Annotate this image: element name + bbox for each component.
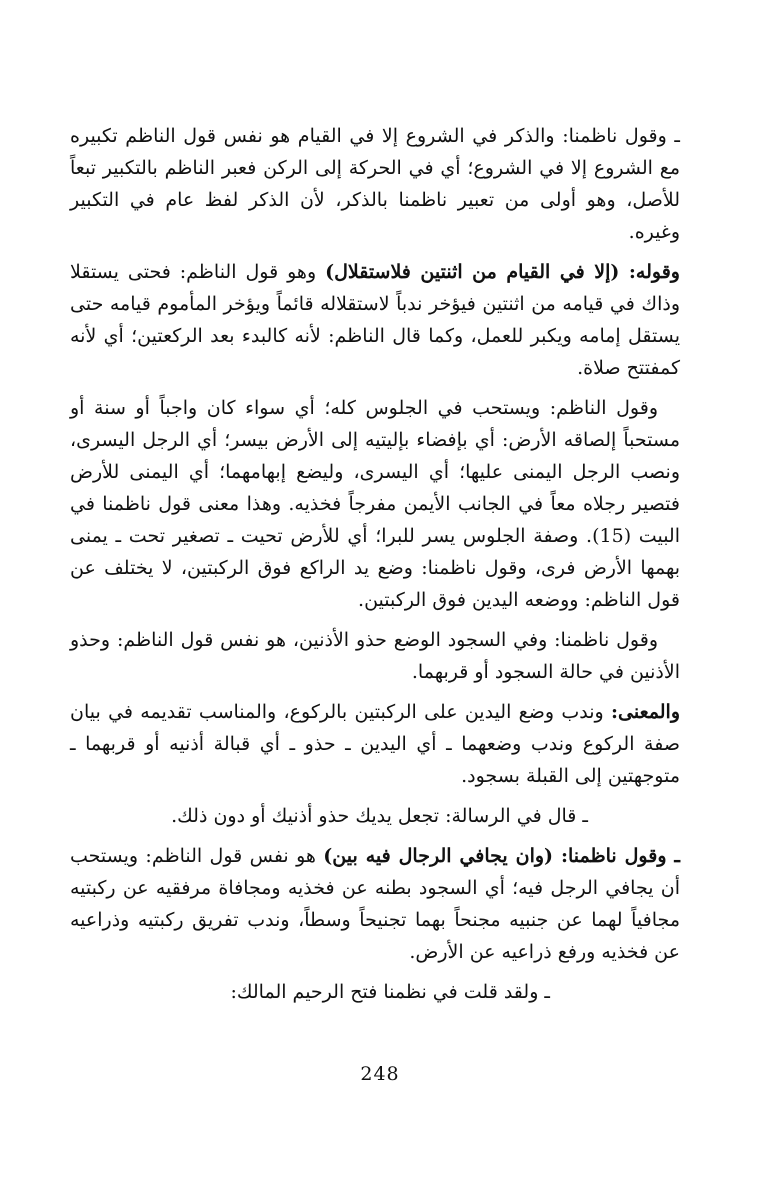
paragraph-1 bbox=[70, 120, 680, 248]
paragraph-6-text: ـ قال في الرسالة: تجعل يديك حذو أذنيك أو دون ذلك. bbox=[171, 805, 588, 827]
paragraph-8-text: ـ ولقد قلت في نظمنا فتح الرحيم المالك: bbox=[230, 981, 550, 1003]
paragraph-5-lead: والمعنى: bbox=[611, 701, 680, 723]
paragraph-5 bbox=[70, 696, 680, 792]
paragraph-4 bbox=[70, 624, 680, 688]
body-text bbox=[70, 120, 680, 1016]
paragraph-3-text: وقول الناظم: ويستحب في الجلوس كله؛ أي سواء كان واجباً أو سنة أو مستحباً إلصاقه الأرض: أي بإفضاء بإليتيه إلى الأرض بيسر؛ أي الرجل اليسرى، ونصب الرجل اليمنى عليها؛ أي اليسرى، وليضع إبهامهما؛ أي اليمنى للأرض فتصير رجلاه معاً في الجانب الأيمن مفرجاً فخذيه. وهذا معنى قول ناظمنا في البيت (15). وصفة الجلوس يسر للبرا؛ أي للأرض تحيت ـ تصغير تحت ـ يمنى بهمها الأرض فرى، وقول ناظمنا: وضع يد الراكع فوق الركبتين، لا يختلف عن قول الناظم: ووضعه اليدين فوق الركبتين. bbox=[70, 397, 680, 611]
paragraph-2 bbox=[70, 256, 680, 384]
paragraph-5-text: وندب وضع اليدين على الركبتين بالركوع، والمناسب تقديمه في بيان صفة الركوع وندب وضعهما ـ أي اليدين ـ حذو ـ أي قبالة أذنيه أو قربهما ـ متوجهتين إلى القبلة بسجود. bbox=[70, 701, 680, 787]
paragraph-7 bbox=[70, 840, 680, 968]
paragraph-6 bbox=[70, 800, 680, 832]
paragraph-3 bbox=[70, 392, 680, 616]
paragraph-2-lead: وقوله: (إلا في القيام من اثنتين فلاستقلال) bbox=[325, 261, 680, 283]
paragraph-2-text: وهو قول الناظم: فحتى يستقلا وذاك في قيامه من اثنتين فيؤخر ندباً لاستقلاله قائماً ويؤخر المأموم قيامه حتى يستقل إمامه ويكبر للعمل، وكما قال الناظم: لأنه كالبدء بعد الركعتين؛ أي لأنه كمفتتح صلاة. bbox=[70, 261, 680, 379]
paragraph-8 bbox=[70, 976, 680, 1008]
paragraph-7-lead: ـ وقول ناظمنا: (وان يجافي الرجال فيه بين) bbox=[323, 845, 680, 867]
page-number: 248 bbox=[360, 1063, 400, 1085]
paragraph-7-text: هو نفس قول الناظم: ويستحب أن يجافي الرجل فيه؛ أي السجود بطنه عن فخذيه ومجافاة مرفقيه عن ركبتيه مجافياً لهما عن جنبيه مجنحاً بهما تجنيحاً وسطاً، وندب تفريق ركبتيه وذراعيه عن فخذيه ورفع ذراعيه عن الأرض. bbox=[70, 845, 680, 963]
paragraph-4-text: وقول ناظمنا: وفي السجود الوضع حذو الأذنين، هو نفس قول الناظم: وحذو الأذنين في حالة السجود أو قربهما. bbox=[70, 629, 680, 683]
paragraph-1-text: ـ وقول ناظمنا: والذكر في الشروع إلا في القيام هو نفس قول الناظم تكبيره مع الشروع إلا في الشروع؛ أي في الحركة إلى الركن فعبر الناظم بالتكبير تبعاً للأصل، وهو أولى من تعبير ناظمنا بالذكر، لأن الذكر لفظ عام في التكبير وغيره. bbox=[70, 125, 680, 243]
